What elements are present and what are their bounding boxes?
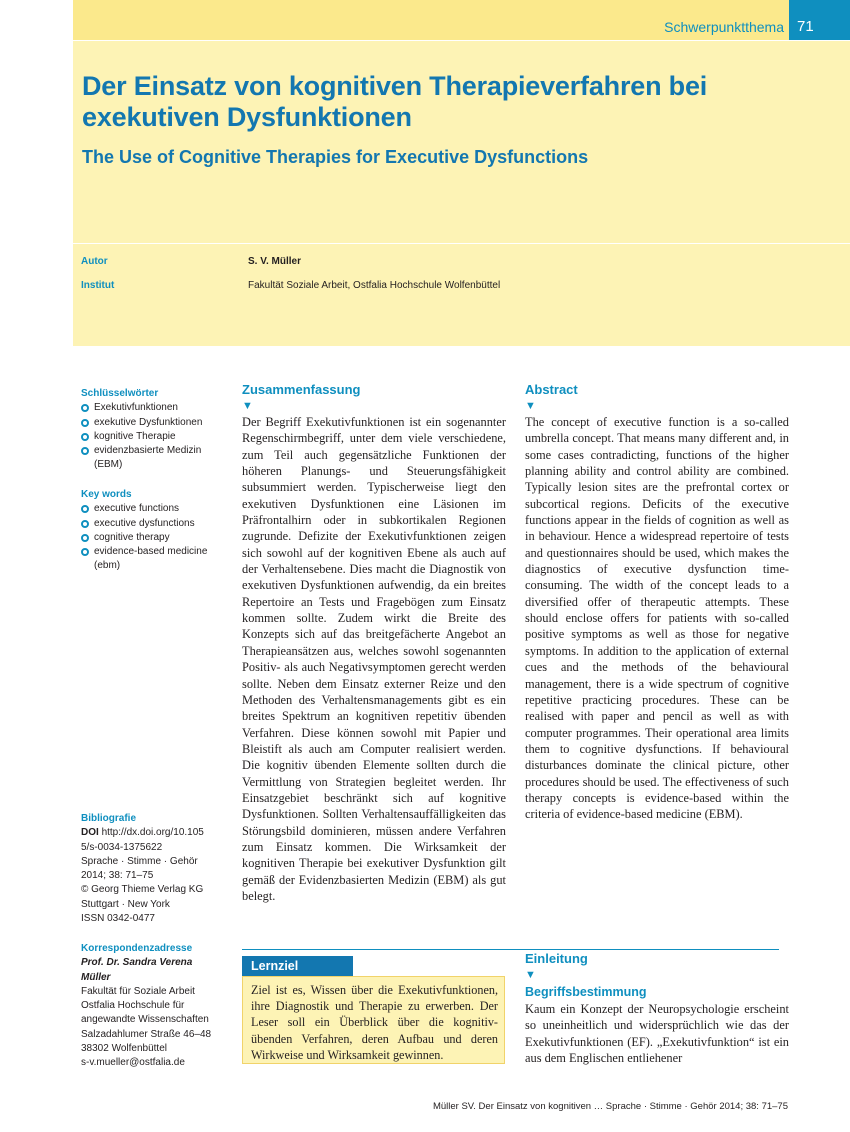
keywords-de xyxy=(81,387,221,473)
keywords-en xyxy=(81,488,221,574)
keywords-de-list xyxy=(81,401,221,472)
triangle-icon: ▼ xyxy=(525,969,536,981)
zusammenfassung-text: Der Begriff Exekutivfunktionen ist ein sogenannter Regenschirmbegriff, unter dem viele verschiedene, zum Teil auch gegensätzliche Funktionen der höheren Planungs- und Steuerungsfähigkeit subsummiert werden. Typischerweise liegt den exekutiven Dysfunktionen eine Läsionen im Präfrontalhirn oder in subkortikalen Regionen zugrunde. Defizite der Exekutivfunktionen zeigen sich sowohl auf der kognitiven Ebene als auch auf der Verhaltensebene. Dies macht die Diagnostik von exekutiven Dysfunktionen aufwendig, da ein breites Repertoire an Tests und Fragebögen zum Einsatz kommen sollte. Zudem wirkt die Breite des Konzepts sich auf das breitgefächerte Angebot an Therapieansätzen aus, welches sowohl sogenannten Positiv- als auch Negativsymptomen gerecht werden sollte. Neben dem Einsatz externer Reize und den Methoden des Verhaltensmanagements gibt es ein breites Spektrum an kognitiven repetitiv übenden Verfahren. Diese können sowohl mit Papier und Bleistift als auch am Computer realisiert werden. Die kognitiv übenden Elemente sollten durch die Vermittlung von Strategien begleitet werden. Ihr Einsatzgebiet beschränkt sich auf kognitive Dysfunktionen. Sollten Verhaltensauffälligkeiten das Störungsbild dominieren, müssen andere Verfahren zum Einsatz kommen. Die Wirksamkeit der kognitiven Therapie bei exekutiver Dysfunktion gilt gemäß der Evidenzbasierten Medizin (EBM) als gut belegt. xyxy=(242,415,506,903)
abstract-text: The concept of executive function is a so-called umbrella concept. That means many different and, in some cases contradicting, functions of the higher planning ability and control ability are combined. Typically lesion sites are the prefrontal cortex or subcortical regions. Deficits of the executive functions appear in the fields of cognition as well as in behaviour. Hence a widespread repertoire of tests and questionnaires should be used, which makes the diagnostics of executive dysfunction time-consuming. The width of the concept leads to a diversified offer of therapeutic attempts. These should enclose offers for patients with so-called positive symptoms as well as those for negative symptoms. In addition to the application of external cues and the methods of the behavioural management, there is a wide spectrum of cognitive repetitive practicing procedures. These can be realised with paper and pencil as well as with computer programmes. Their operational area limits them to cognitive dysfunctions. If behavioural disturbances dominate the clinical picture, other procedures should be used. The effectiveness of such therapy concepts is evidence-based within the criteria of evidence-based medicine (EBM). xyxy=(525,415,789,822)
correspondence-heading: Korrespondenzadresse xyxy=(81,943,193,954)
triangle-icon: ▼ xyxy=(525,400,536,412)
keyword-item: exekutive Dysfunktionen xyxy=(81,416,221,430)
keywords-en-list xyxy=(81,502,221,573)
correspondence-line: 38302 Wolfenbüttel xyxy=(81,1043,167,1055)
institute-label: Institut xyxy=(81,280,115,291)
article-subtitle: The Use of Cognitive Therapies for Executive Dysfunctions xyxy=(82,147,589,167)
bibliography xyxy=(81,812,211,926)
bullet-icon xyxy=(81,404,89,412)
begriffsbestimmung-heading: Begriffsbestimmung xyxy=(525,985,647,999)
issn: ISSN 0342-0477 xyxy=(81,913,155,925)
bullet-icon xyxy=(81,548,89,556)
zusammenfassung-heading: Zusammenfassung xyxy=(242,382,361,397)
keyword-item: Exekutivfunktionen xyxy=(81,401,221,415)
author-label: Autor xyxy=(81,256,108,267)
author-name: S. V. Müller xyxy=(248,256,301,267)
keyword-item: kognitive Therapie xyxy=(81,430,221,444)
bullet-icon xyxy=(81,419,89,427)
bullet-icon xyxy=(81,447,89,455)
correspondence-line: Salzadahlumer Straße 46–48 xyxy=(81,1028,212,1040)
abstract-heading: Abstract xyxy=(525,382,578,397)
lernziel-label: Lernziel xyxy=(242,956,353,976)
triangle-icon: ▼ xyxy=(242,400,253,412)
lernziel-text: Ziel ist es, Wissen über die Exekutivfunktionen, ihre Diagnostik und Therapie zu erwerben. Der Leser soll ein Überblick über die kognitiv-übenden Verfahren, deren Aufbau und deren Wirkweise und Wirksamkeit gewinnen. xyxy=(251,983,498,1062)
bullet-icon xyxy=(81,534,89,542)
correspondence-line: Fakultät für Soziale Arbeit xyxy=(81,985,195,997)
doi: DOI http://dx.doi.org/10.1055/s-0034-1375622 xyxy=(81,827,204,853)
correspondence xyxy=(81,942,213,1071)
lernziel-box xyxy=(242,976,505,1064)
correspondence-line: Ostfalia Hochschule für angewandte Wissenschaften xyxy=(81,1000,209,1026)
einleitung-text: Kaum ein Konzept der Neuropsychologie erscheint so uneinheitlich und widersprüchlich wie das der Exekutivfunktionen (EF). „Exekutivfunktion“ ist ein aus dem Englischen entliehener xyxy=(525,1002,789,1066)
bibliography-heading: Bibliografie xyxy=(81,813,137,824)
keyword-item: executive functions xyxy=(81,502,221,516)
section-label: Schwerpunktthema xyxy=(664,19,784,35)
divider xyxy=(242,949,779,950)
title-block xyxy=(73,41,850,243)
correspondence-name: Prof. Dr. Sandra Verena Müller xyxy=(81,957,193,983)
keywords-de-heading: Schlüsselwörter xyxy=(81,388,159,399)
einleitung-heading: Einleitung xyxy=(525,951,588,966)
keyword-item: evidence-based medicine (ebm) xyxy=(81,545,221,574)
bullet-icon xyxy=(81,433,89,441)
correspondence-email[interactable]: s-v.mueller@ostfalia.de xyxy=(81,1057,185,1069)
keyword-item: executive dysfunctions xyxy=(81,517,221,531)
journal-ref: Sprache · Stimme · Gehör 2014; 38: 71–75 xyxy=(81,855,198,882)
keyword-item: cognitive therapy xyxy=(81,531,221,545)
institute-name: Fakultät Soziale Arbeit, Ostfalia Hochschule Wolfenbüttel xyxy=(248,280,501,291)
article-title: Der Einsatz von kognitiven Therapieverfahren bei exekutiven Dysfunktionen xyxy=(82,71,708,132)
bullet-icon xyxy=(81,505,89,513)
meta-block xyxy=(73,244,850,346)
bullet-icon xyxy=(81,520,89,528)
page-footer: Müller SV. Der Einsatz von kognitiven … Sprache · Stimme · Gehör 2014; 38: 71–75 xyxy=(432,1101,788,1112)
copyright: © Georg Thieme Verlag KG Stuttgart · New York xyxy=(81,884,204,910)
keywords-en-heading: Key words xyxy=(81,489,132,500)
keyword-item: evidenzbasierte Medizin (EBM) xyxy=(81,444,209,473)
page-number: 71 xyxy=(789,0,850,40)
